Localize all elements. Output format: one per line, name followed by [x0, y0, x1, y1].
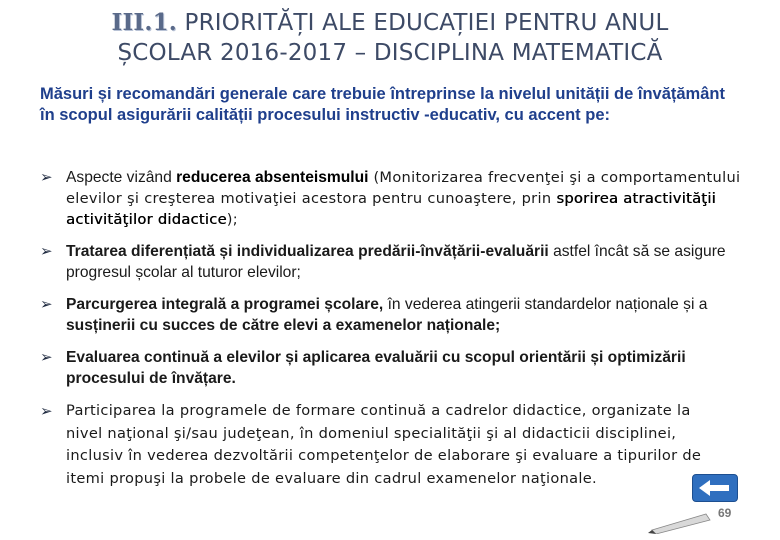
pencil-icon	[648, 510, 718, 534]
title-line-2: ȘCOLAR 2016-2017 – DISCIPLINA MATEMATICĂ	[117, 40, 663, 66]
title-line-1-text: PRIORITĂȚI ALE EDUCAȚIEI PENTRU ANUL	[177, 10, 669, 36]
list-item	[40, 167, 746, 230]
intro-paragraph: Măsuri și recomandări generale care trebuie întreprinse la nivelul unității de învățământ în scopul asigurării calității procesului instructiv -educativ, cu accent pe:	[40, 85, 725, 124]
bullet-5-text: Participarea la programele de formare continuă a cadrelor didactice, organizate la nivel naţional şi/sau judeţean, în domeniul specialităţii şi al didacticii disciplinei, inclusiv în vederea dezvoltării competenţelor de elaborare şi evaluare a tipurilor de itemi propuşi la probele de evaluare din cadrul examenelor naţionale.	[66, 402, 702, 487]
bullet-3-tail: în vederea atingerii standardelor naționale și a	[383, 296, 708, 313]
bullet-1-end: );	[226, 211, 238, 228]
arrow-bullet-icon: ➢	[40, 296, 53, 313]
arrow-bullet-icon: ➢	[40, 402, 53, 420]
page-title	[30, 8, 750, 68]
section-number: III.1.	[111, 9, 178, 36]
arrow-bullet-icon: ➢	[40, 349, 53, 366]
bullet-2-tail: astfel încât să se asigure progresul școlar al tuturor elevilor;	[66, 243, 726, 281]
list-item	[40, 400, 726, 490]
bullet-3-bold: Parcurgerea integrală a programei școlare,	[66, 296, 384, 313]
arrow-bullet-icon: ➢	[40, 243, 53, 260]
bullet-1-bold: reducerea absenteismului	[176, 169, 369, 186]
bullet-2-bold: Tratarea diferențiată și individualizarea predării-învățării-evaluării	[66, 243, 549, 260]
list-item	[40, 241, 746, 283]
bullet-list	[40, 167, 746, 490]
bullet-1-bold-2: sporirea atractivităţii activităţilor didactice	[66, 190, 716, 228]
bullet-4-bold: Evaluarea continuă a elevilor și aplicarea evaluării cu scopul orientării și optimizării procesului de învățare.	[66, 349, 686, 387]
bullet-1-tail: (Monitorizarea frecvenţei şi a comportamentului elevilor şi creşterea motivaţiei acestora pentru cunoaştere, prin	[66, 169, 741, 207]
list-item	[40, 294, 746, 336]
page-number: 69	[718, 506, 732, 520]
bullet-1-lead: Aspecte vizând	[66, 169, 177, 186]
list-item	[40, 347, 746, 389]
arrow-bullet-icon: ➢	[40, 168, 53, 186]
title-line-1	[30, 8, 750, 38]
back-arrow-icon[interactable]	[692, 474, 738, 502]
bullet-3-bold-2: susținerii cu succes de către elevi a examenelor naționale;	[66, 317, 501, 334]
back-arrow-shaft	[709, 485, 729, 491]
